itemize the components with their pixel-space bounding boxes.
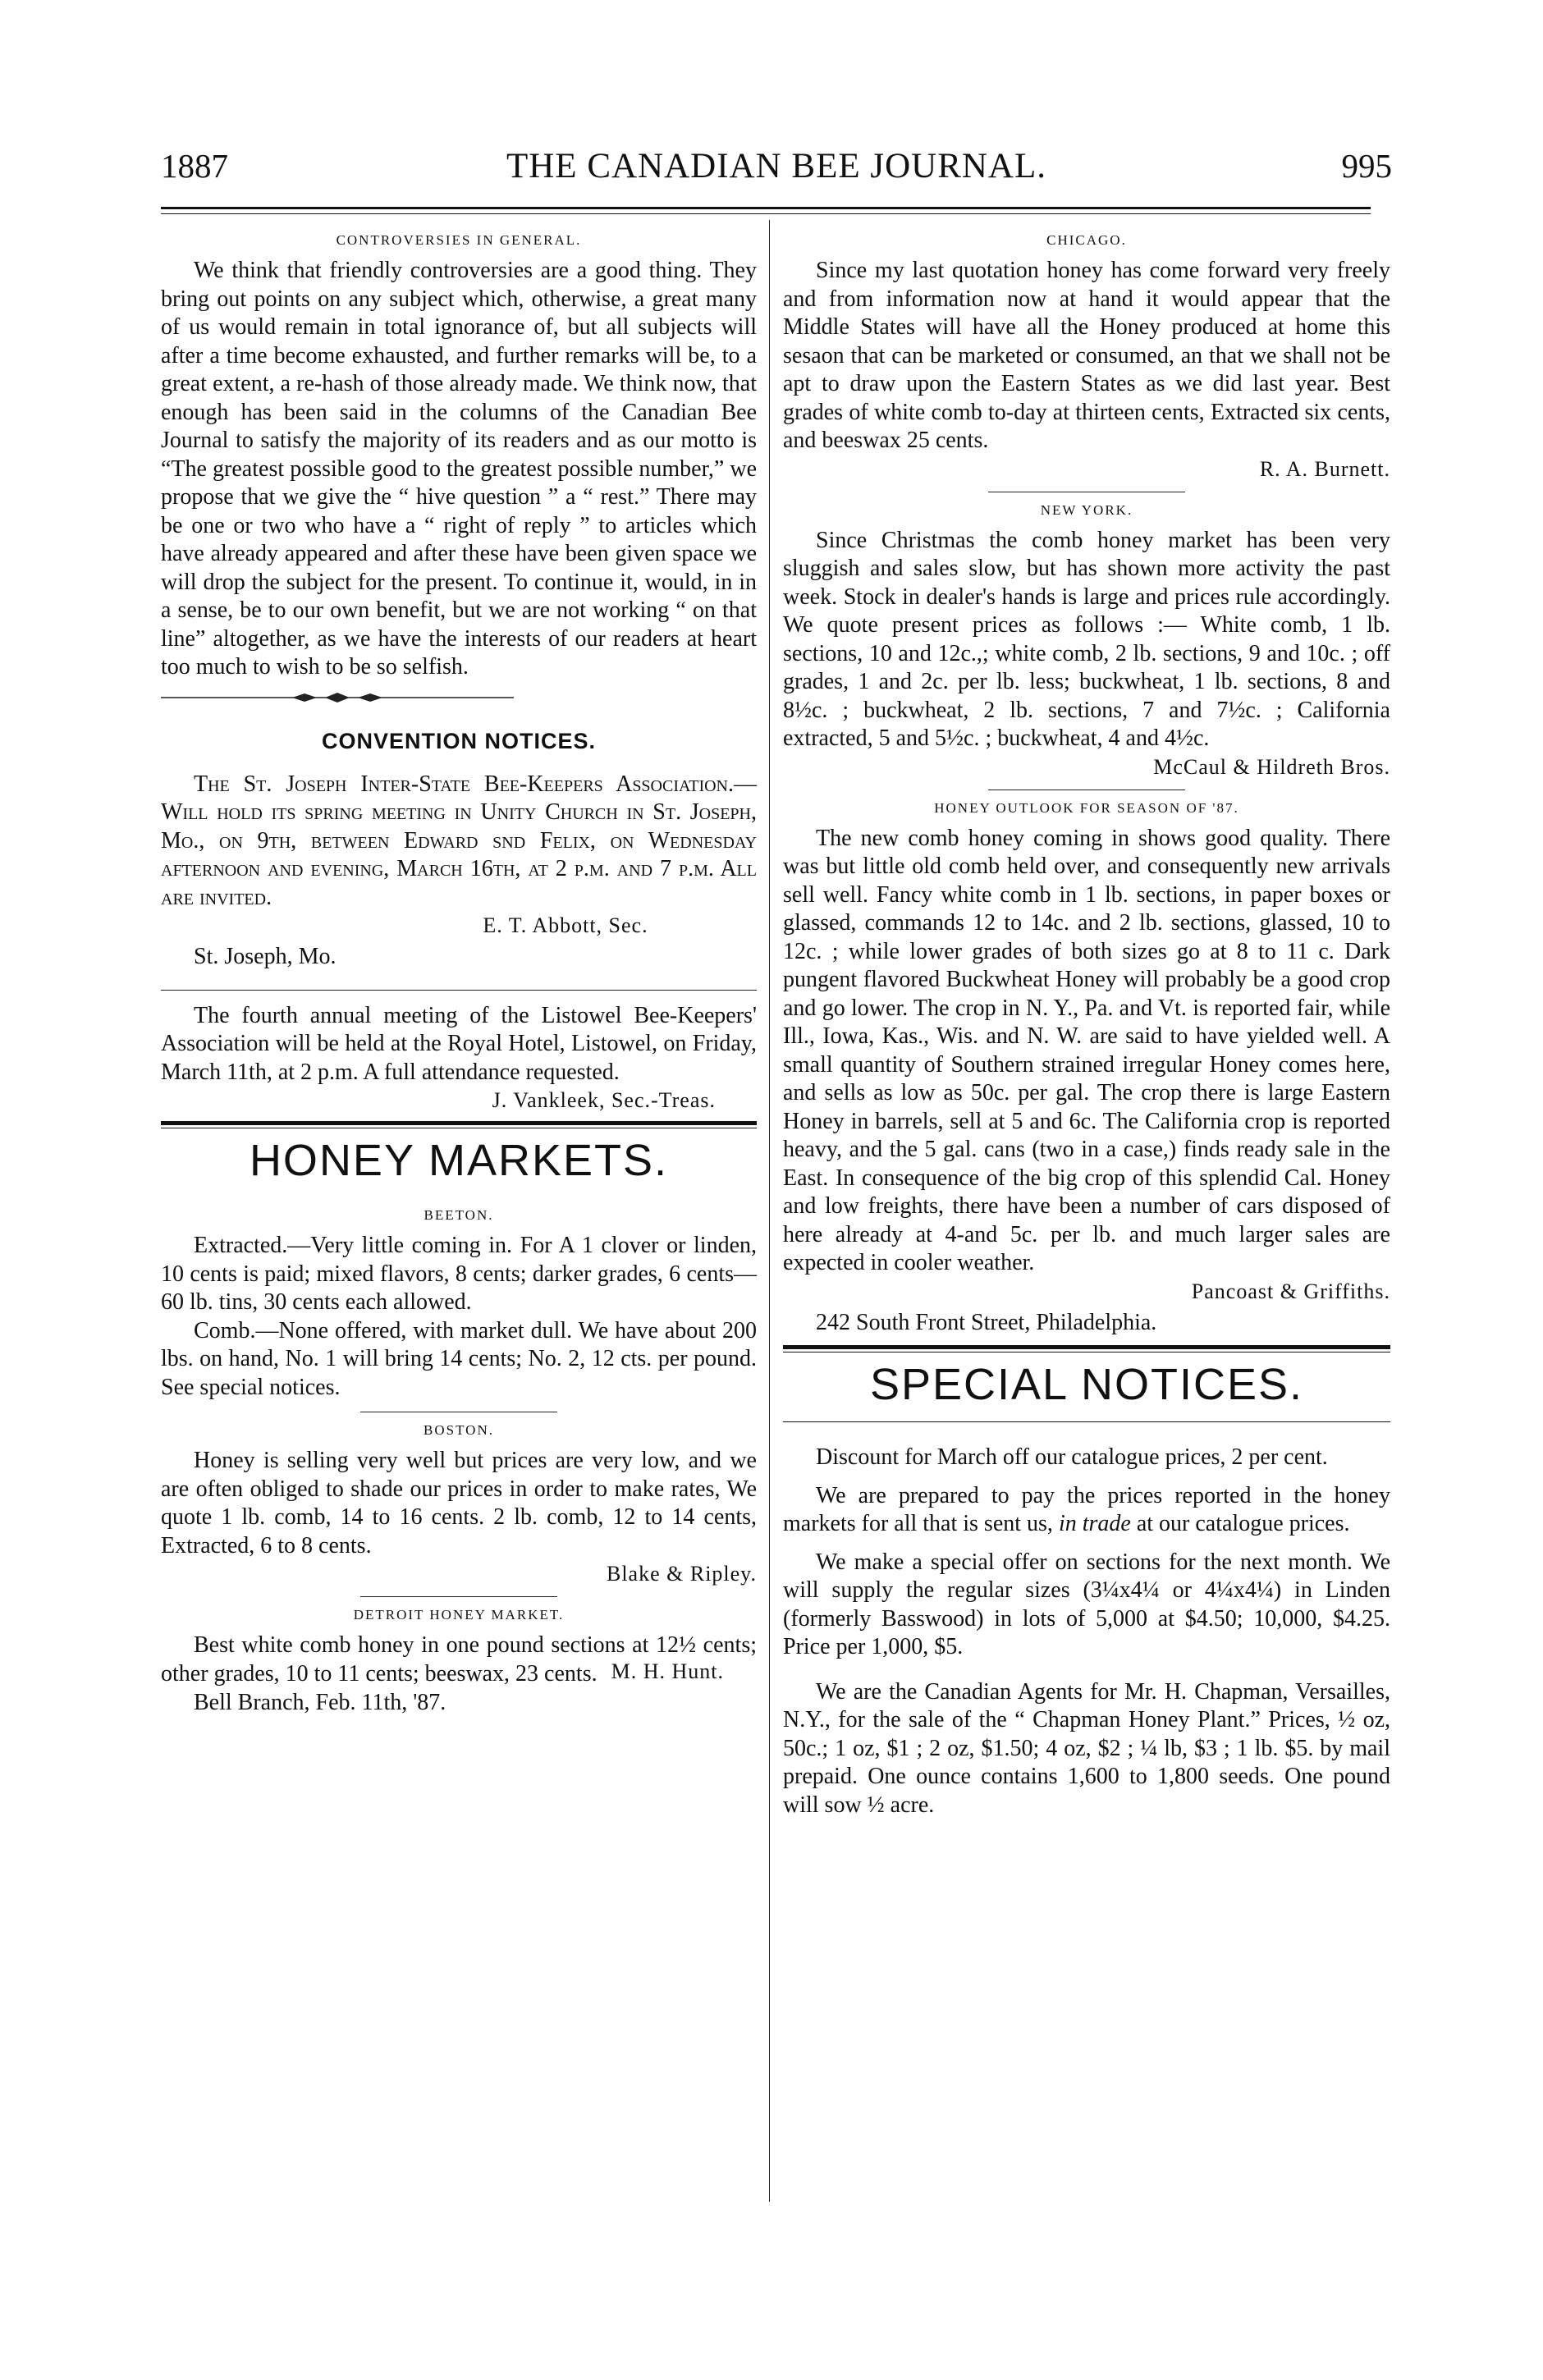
special-prices-in-trade: in trade xyxy=(1058,1511,1131,1536)
markets-rule-top xyxy=(161,1121,757,1125)
special-heading: SPECIAL NOTICES. xyxy=(869,1360,1304,1409)
beeton-extracted: Extracted.—Very little coming in. For A 1 clover or linden, 10 cents is paid; mixed flavors, 8 cents; darker grades, 6 cents—60 lb. tins, 30 cents each allowed. xyxy=(161,1233,757,1315)
detroit-body: Best white comb honey in one pound sections at 12½ cents; other grades, 10 to 11 cents; beeswax, 23 cents. xyxy=(161,1632,757,1687)
special-rule-top xyxy=(783,1345,1390,1349)
markets-heading: HONEY MARKETS. xyxy=(249,1136,669,1185)
detroit-subtitle: DETROIT HONEY MARKET. xyxy=(353,1607,565,1623)
special-chapman-agents: We are the Canadian Agents for Mr. H. Chapman, Versailles, N.Y., for the sale of the “ Chapman Honey Plant.” Prices, ½ oz, 50c.; 1 oz, $1 ; 2 oz, $1.50; 4 oz, $2 ; ¼ lb, $3 ; 1 lb. $5. by mail prepaid. One ounce contains 1,600 to 1,800 seeds. One pound will sow ½ acre. xyxy=(783,1678,1390,1818)
special-prices-text-a: We are prepared to pay the prices reported in the honey markets for all that is sent us, xyxy=(783,1482,1390,1536)
newyork-subtitle: NEW YORK. xyxy=(1040,501,1133,518)
column-divider xyxy=(769,220,770,2202)
boston-subtitle: BOSTON. xyxy=(424,1422,494,1438)
outlook-address: 242 South Front Street, Philadelphia. xyxy=(816,1309,1157,1335)
convention-sig-2: J. Vankleek, Sec.-Treas. xyxy=(492,1088,716,1112)
chicago-subtitle: CHICAGO. xyxy=(1046,232,1127,248)
chicago-signature: R. A. Burnett. xyxy=(1259,456,1390,481)
convention-notice-1: The St. Joseph Inter-State Bee-Keepers Association.—Will hold its spring meeting in Unity Church in St. Joseph, Mo., on 9th, between Edward snd Felix, on Wednesday afternoon and evening, March 16th, at 2 p.m. and 7 p.m. All are invited. xyxy=(161,771,757,910)
beeton-comb: Comb.—None offered, with market dull. We have about 200 lbs. on hand, No. 1 will bring 14 cents; No. 2, 12 cts. per pound. See special notices. xyxy=(161,1317,757,1400)
detroit-signature: M. H. Hunt. xyxy=(611,1659,724,1683)
convention-heading: CONVENTION NOTICES. xyxy=(321,728,597,753)
ornament-divider xyxy=(161,692,514,703)
page-number: 995 xyxy=(1341,147,1392,185)
convention-place-1: St. Joseph, Mo. xyxy=(194,944,337,969)
beeton-subtitle: BEETON. xyxy=(424,1207,494,1223)
boston-signature: Blake & Ripley. xyxy=(606,1562,757,1586)
special-rule-bottom xyxy=(783,1421,1390,1422)
newyork-body: Since Christmas the comb honey market has been very sluggish and sales slow, but has shown more activity the past week. Stock in dealer's hands is large and prices rule accordingly. We quote present prices as follows :— White comb, 1 lb. sections, 10 and 12c.,; white comb, 2 lb. sections, 9 and 10c. ; off grades, 1 and 2c. per lb. less; buckwheat, 1 lb. sections, 8 and 8½c. ; buckwheat, 2 lb. sections, 7 and 7½c. ; California extracted, 5 and 5½c. ; buckwheat, 4 and 4½c. xyxy=(783,527,1390,751)
journal-title: THE CANADIAN BEE JOURNAL. xyxy=(506,147,1046,185)
header-rule xyxy=(161,207,1371,209)
boston-body: Honey is selling very well but prices are very low, and we are often obliged to shade our prices in order to make rates, We quote 1 lb. comb, 14 to 16 cents. 2 lb. comb, 12 to 14 cents, Extracted, 6 to 8 cents. xyxy=(161,1448,757,1558)
outlook-body: The new comb honey coming in shows good quality. There was but little old comb held over, and consequently new arrivals sell well. Fancy white comb in 1 lb. sections, in paper boxes or glassed, commands 12 to 14c. and 2 lb. sections, glassed, 10 to 12c. ; while lower grades of both sizes go at 8 to 11 c. Dark pungent flavored Buckwheat Honey will probably be a good crop and go lower. The crop in N. Y., Pa. and Vt. is reported fair, while Ill., Iowa, Kas., Wis. and N. W. are said to have yielded well. A small quantity of Southern strained irregular Honey comes here, and sells as low as 50c. per gal. The crop there is large Eastern Honey in barrels, sell at 5 and 6c. The California crop is reported heavy, and the 5 gal. cans (two in a case,) finds ready sale in the East. In consequence of the big crop of this splendid Cal. Honey and low freights, there have been a number of cars disposed of here already at 4-and 5c. per lb. and much larger sales are expected in cooler weather. xyxy=(783,825,1390,1275)
header-year: 1887 xyxy=(161,147,228,185)
newyork-signature: McCaul & Hildreth Bros. xyxy=(1153,754,1390,779)
special-discount: Discount for March off our catalogue prices, 2 per cent. xyxy=(816,1444,1328,1470)
special-prices xyxy=(783,1482,1390,1539)
page-header xyxy=(161,146,1392,195)
special-sections-offer: We make a special offer on sections for the next month. We will supply the regular sizes (3¼x4¼ or 4¼x4¼) in Linden (formerly Basswood) in lots of 5,000 at $4.50; 10,000, $4.25. Price per 1,000, $5. xyxy=(783,1549,1390,1659)
outlook-signature: Pancoast & Griffiths. xyxy=(1191,1279,1390,1303)
outlook-subtitle: HONEY OUTLOOK FOR SEASON OF '87. xyxy=(934,799,1239,816)
controversies-subtitle: CONTROVERSIES IN GENERAL. xyxy=(336,232,582,248)
convention-notice-2: The fourth annual meeting of the Listowel Bee-Keepers' Association will be held at the Royal Hotel, Listowel, on Friday, March 11th, at 2 p.m. A full attendance requested. xyxy=(161,1002,757,1085)
detroit-date: Bell Branch, Feb. 11th, '87. xyxy=(194,1690,446,1715)
special-prices-text-c: at our catalogue prices. xyxy=(1130,1511,1350,1536)
detroit-rule xyxy=(360,1596,557,1597)
left-column xyxy=(161,232,757,1718)
header-rule-thin xyxy=(161,213,1371,214)
controversies-body: We think that friendly controversies are a good thing. They bring out points on any subject which, otherwise, a great many of us would remain in total ignorance of, but all subjects will after a time become exhausted, and further remarks will be, to a great extent, a re-hash of those already made. We think now, that enough has been said in the columns of the Canadian Bee Journal to satisfy the majority of its readers and as our motto is “The greatest possible good to the greatest possible number,” we propose that we give the “ hive question ” a “ rest.” There may be one or two who have a “ right of reply ” to articles which have already appeared and after these have been given space we will drop the subject for the present. To continue it, would, in in a sense, be to our own benefit, but we are not working “ on that line” altogether, as we have the interests of our readers at heart too much to wish to be so selfish. xyxy=(161,258,757,680)
chicago-body: Since my last quotation honey has come forward very freely and from information now at hand it would appear that the Middle States will have all the Honey produced at home this sesaon that can be marketed or consumed, an that we shall not be apt to draw upon the Eastern States as we did last year. Best grades of white comb to-day at thirteen cents, Extracted six cents, and beeswax 25 cents. xyxy=(783,258,1390,453)
convention-rule xyxy=(161,990,757,991)
convention-sig-1: E. T. Abbott, Sec. xyxy=(483,913,648,937)
right-column xyxy=(783,232,1390,1819)
